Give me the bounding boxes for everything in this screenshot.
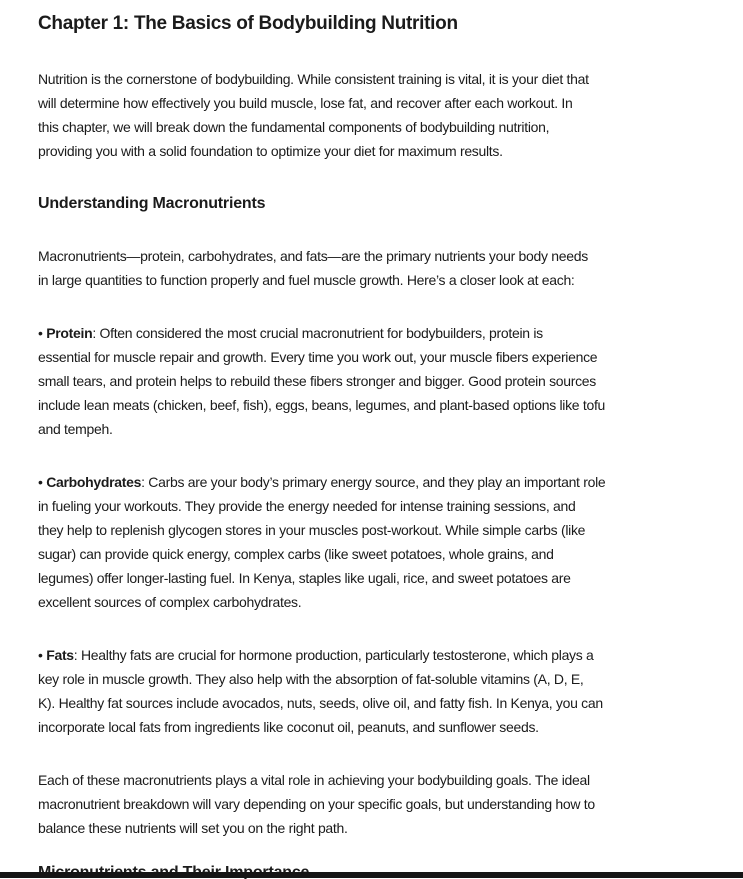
chapter-title: Chapter 1: The Basics of Bodybuilding Nutrition xyxy=(38,13,458,34)
text-line: balance these nutrients will set you on the right path. xyxy=(38,820,348,836)
text-line xyxy=(38,321,737,345)
text-line: essential for muscle repair and growth. Every time you work out, your muscle fibers experience xyxy=(38,349,598,365)
text-line: sugar) can provide quick energy, complex carbs (like sweet potatoes, whole grains, and xyxy=(38,546,554,562)
text-line: and tempeh. xyxy=(38,421,113,437)
text-line xyxy=(38,470,737,494)
text-line: Macronutrients—protein, carbohydrates, and fats—are the primary nutrients your body needs xyxy=(38,248,588,264)
text-line: excellent sources of complex carbohydrates. xyxy=(38,594,302,610)
bullet-term: Fats xyxy=(46,647,74,663)
bullet-icon: • xyxy=(38,474,47,490)
text-line: small tears, and protein helps to rebuild these fibers stronger and bigger. Good protein sources xyxy=(38,373,596,389)
bullet-item xyxy=(38,643,737,739)
bullet-item xyxy=(38,321,737,441)
paragraph xyxy=(38,67,737,163)
text-line: legumes) offer longer-lasting fuel. In Kenya, staples like ugali, rice, and sweet potatoes are xyxy=(38,570,571,586)
text-line: include lean meats (chicken, beef, fish), eggs, beans, legumes, and plant-based options like tofu xyxy=(38,397,606,413)
text-line: macronutrient breakdown will vary depending on your specific goals, but understanding how to xyxy=(38,796,595,812)
text-line: will determine how effectively you build muscle, lose fat, and recover after each workout. In xyxy=(38,95,573,111)
bullet-term: Carbohydrates xyxy=(46,474,142,490)
text-line: in large quantities to function properly and fuel muscle growth. Here’s a closer look at each: xyxy=(38,272,575,288)
bottom-window-edge xyxy=(0,872,743,878)
bullet-icon: • xyxy=(38,325,47,341)
bullet-icon: • xyxy=(38,647,47,663)
text-line: this chapter, we will break down the fundamental components of bodybuilding nutrition, xyxy=(38,119,550,135)
document-content xyxy=(0,10,743,879)
bullet-text: : Carbs are your body’s primary energy source, and they play an important role xyxy=(141,474,606,490)
text-line: Each of these macronutrients plays a vital role in achieving your bodybuilding goals. The ideal xyxy=(38,772,590,788)
section-heading: Understanding Macronutrients xyxy=(38,195,266,212)
bullet-item xyxy=(38,470,737,614)
text-line xyxy=(38,643,737,667)
text-line: K). Healthy fat sources include avocados, nuts, seeds, olive oil, and fatty fish. In Kenya, you can xyxy=(38,695,603,711)
bullet-text: : Often considered the most crucial macronutrient for bodybuilders, protein is xyxy=(92,325,543,341)
text-line: they help to replenish glycogen stores in your muscles post-workout. While simple carbs (like xyxy=(38,522,586,538)
paragraph xyxy=(38,244,737,292)
text-line: key role in muscle growth. They also help with the absorption of fat-soluble vitamins (A, D, E, xyxy=(38,671,584,687)
text-line: incorporate local fats from ingredients like coconut oil, peanuts, and sunflower seeds. xyxy=(38,719,539,735)
text-line: providing you with a solid foundation to optimize your diet for maximum results. xyxy=(38,143,503,159)
bullet-term: Protein xyxy=(46,325,93,341)
bullet-text: : Healthy fats are crucial for hormone production, particularly testosterone, which plays a xyxy=(73,647,594,663)
paragraph xyxy=(38,768,737,840)
text-line: in fueling your workouts. They provide the energy needed for intense training sessions, and xyxy=(38,498,576,514)
text-line: Nutrition is the cornerstone of bodybuilding. While consistent training is vital, it is your diet that xyxy=(38,71,589,87)
